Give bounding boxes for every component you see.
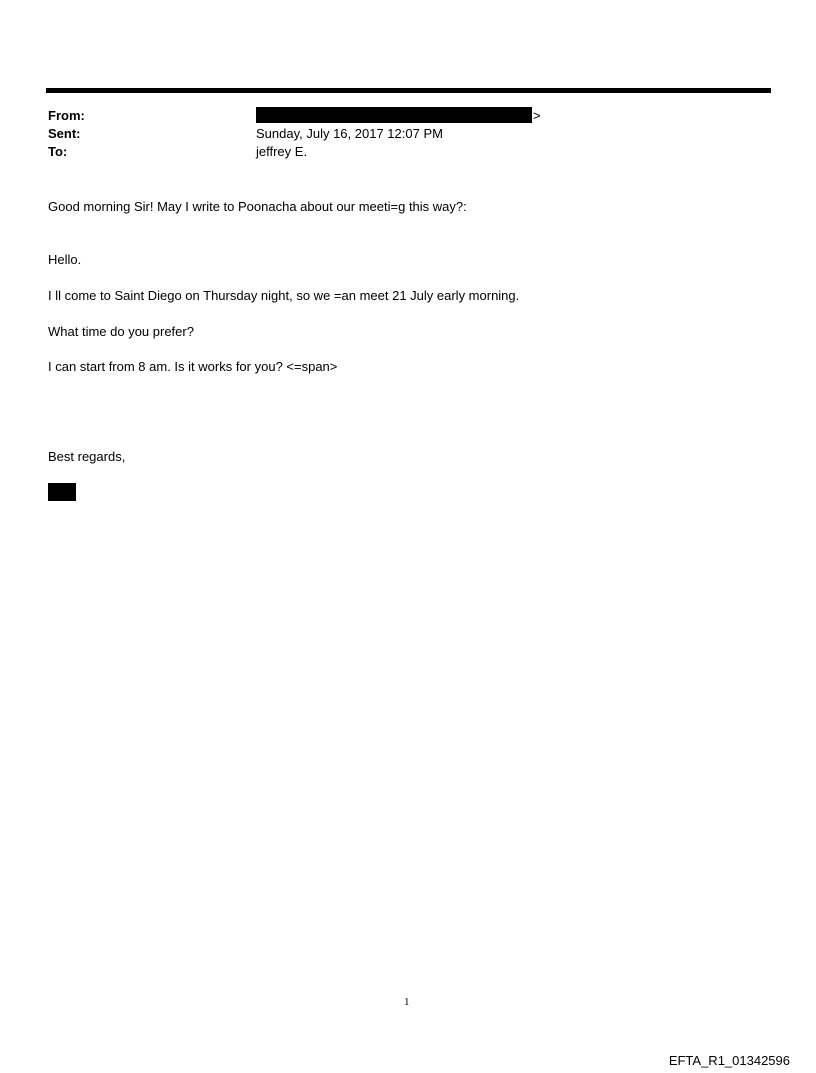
body-closing: Best regards,	[48, 449, 126, 464]
to-value: jeffrey E.	[256, 144, 308, 159]
from-redaction	[256, 107, 532, 123]
sent-value: Sunday, July 16, 2017 12:07 PM	[256, 126, 443, 141]
body-line-3: I can start from 8 am. Is it works for you? <=span>	[48, 359, 338, 374]
body-line-2: What time do you prefer?	[48, 324, 194, 339]
signature-redaction	[48, 483, 76, 501]
body-intro: Good morning Sir! May I write to Poonacha about our meeti=g this way?:	[48, 199, 467, 214]
sent-label: Sent:	[48, 126, 81, 141]
from-label: From:	[48, 108, 85, 123]
body-line-1: I ll come to Saint Diego on Thursday night, so we =an meet 21 July early morning.	[48, 288, 520, 303]
from-suffix: >	[533, 108, 541, 123]
body-greeting: Hello.	[48, 252, 82, 267]
page-number: 1	[404, 996, 410, 1008]
bates-number: EFTA_R1_01342596	[668, 1053, 790, 1068]
to-label: To:	[48, 144, 68, 159]
sent-row	[48, 125, 768, 143]
header-divider	[46, 88, 771, 93]
to-row	[48, 143, 768, 161]
from-row	[48, 107, 768, 125]
